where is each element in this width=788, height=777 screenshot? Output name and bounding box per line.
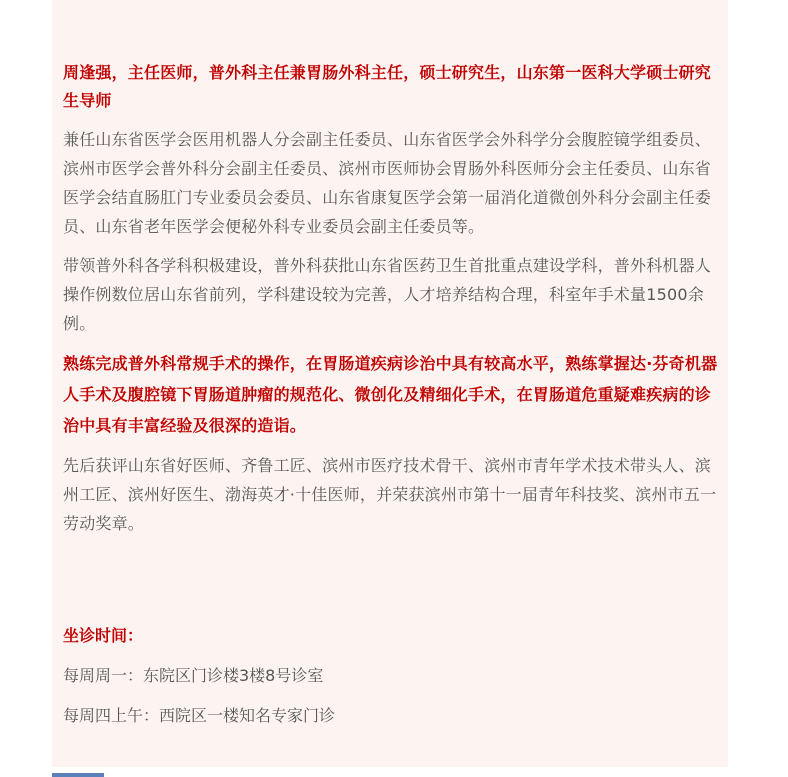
schedule-line-thursday: 每周四上午：西院区一楼知名专家门诊 [63,706,336,725]
clinic-schedule [63,622,721,742]
honors-paragraph: 先后获评山东省好医师、齐鲁工匠、滨州市医疗技术骨干、滨州市青年学术技术带头人、滨州工匠、滨州好医生、渤海英才·十佳医师，并荣获滨州市第十一届青年科技奖、滨州市五一劳动奖章。 [63,456,717,533]
schedule-line-monday: 每周周一：东院区门诊楼3楼8号诊室 [63,666,324,685]
schedule-title: 坐诊时间： [63,626,144,645]
article-card [52,0,728,767]
expertise-paragraph: 熟练完成普外科常规手术的操作，在胃肠道疾病诊治中具有较高水平，熟练掌握达·芬奇机器人手术及腹腔镜下胃肠道肿瘤的规范化、微创化及精细化手术，在胃肠道危重疑难疾病的诊治中具有丰富经验及很深的造诣。 [63,354,718,435]
doctor-headline: 周逢强，主任医师，普外科主任兼胃肠外科主任，硕士研究生，山东第一医科大学硕士研究生导师 [63,63,712,110]
bottom-decoration [52,773,104,777]
roles-paragraph: 兼任山东省医学会医用机器人分会副主任委员、山东省医学会外科学分会腹腔镜学组委员、滨州市医学会普外科分会副主任委员、滨州市医师协会胃肠外科医师分会主任委员、山东省医学会结直肠肛门专业委员会委员、山东省康复医学会第一届消化道微创外科分会副主任委员、山东省老年医学会便秘外科专业委员会副主任委员等。 [63,130,712,236]
doctor-profile [63,59,721,548]
department-paragraph: 带领普外科各学科积极建设，普外科获批山东省医药卫生首批重点建设学科，普外科机器人操作例数位居山东省前列，学科建设较为完善，人才培养结构合理，科室年手术量1500余例。 [63,256,712,333]
